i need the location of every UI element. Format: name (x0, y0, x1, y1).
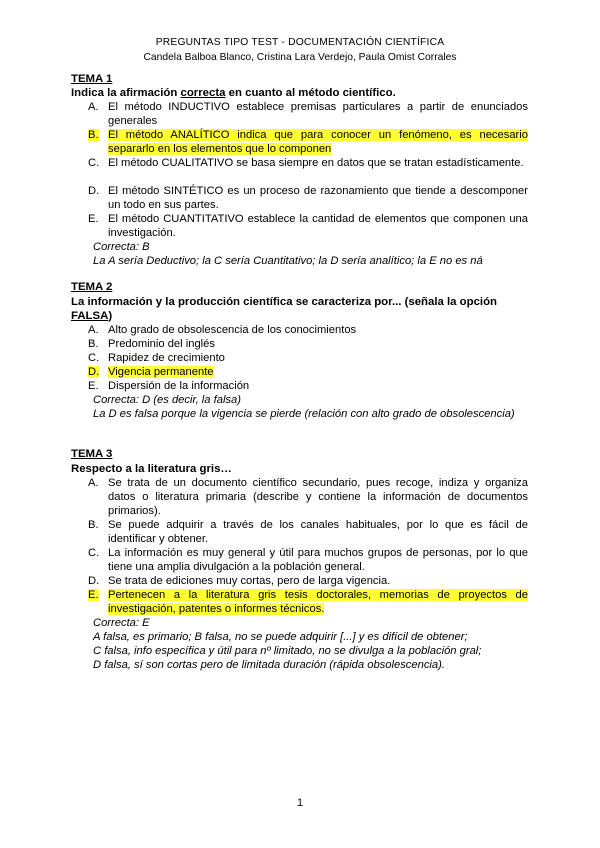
page-number: 1 (296, 797, 304, 809)
document-authors: Candela Balboa Blanco, Cristina Lara Verdejo, Paula Omist Corrales (143, 52, 457, 63)
tema3-explanation-line-2: C falsa, info específica y útil para nº limitado, no se divulga a la población gral; (93, 645, 482, 657)
tema3-option-b (88, 518, 528, 546)
tema1-option-d (88, 184, 528, 212)
tema2-heading: TEMA 2 (71, 281, 113, 293)
option-text: El método SINTÉTICO es un proceso de razonamiento que tiende a descomponer un todo en sus partes. (108, 185, 528, 211)
option-letter: C. (88, 547, 100, 559)
tema1-option-c (88, 156, 528, 170)
option-text (108, 128, 528, 156)
tema3-option-d (88, 574, 528, 588)
tema3-correct: Correcta: E (93, 617, 150, 629)
tema1-question-pre: Indica la afirmación (71, 87, 181, 99)
tema3-explanation-line-3: D falsa, sí son cortas pero de limitada duración (rápida obsolescencia). (93, 659, 445, 671)
tema2-correct: Correcta: D (es decir, la falsa) (93, 394, 241, 406)
tema2-option-c (88, 351, 528, 365)
tema1-heading: TEMA 1 (71, 73, 113, 85)
option-letter-highlight: B. (88, 129, 99, 141)
tema3-option-c (88, 546, 528, 574)
option-text-highlight: Vigencia permanente (108, 366, 214, 378)
option-text: El método CUANTITATIVO establece la cantidad de elementos que componen una investigación. (108, 213, 528, 239)
option-text: Predominio del inglés (108, 338, 215, 350)
tema1-option-e (88, 212, 528, 240)
option-letter: E. (88, 380, 99, 392)
option-letter (88, 588, 108, 616)
option-text: Dispersión de la información (108, 380, 250, 392)
tema3-option-e (88, 588, 528, 616)
option-letter: A. (88, 101, 99, 113)
option-letter (88, 128, 108, 156)
option-text: La información es muy general y útil para muchos grupos de personas, por lo que tiene una amplia divulgación a la población general. (108, 547, 528, 573)
option-text (108, 588, 528, 616)
option-letter: B. (88, 519, 99, 531)
option-text (108, 365, 528, 379)
tema2-option-e (88, 379, 528, 393)
option-letter: A. (88, 477, 99, 489)
tema3-question: Respecto a la literatura gris… (71, 463, 232, 475)
tema2-question-underlined: FALSA (71, 310, 109, 322)
option-text: Se trata de un documento científico secundario, pues recoge, indiza y organiza datos o literatura primaria (describe y contiene la información de documentos primarios). (108, 477, 528, 517)
tema2-question-pre: La información y la producción científica se caracteriza por... (señala la opción (71, 296, 498, 308)
option-letter: D. (88, 185, 100, 197)
option-letter: C. (88, 352, 100, 364)
option-text: Se trata de ediciones muy cortas, pero de larga vigencia. (108, 575, 391, 587)
option-text: Se puede adquirir a través de los canales habituales, por lo que es fácil de identificar y obtener. (108, 519, 528, 545)
option-text: Rapidez de crecimiento (108, 352, 225, 364)
option-text-highlight: Pertenecen a la literatura gris tesis doctorales, memorias de proyectos de investigación, patentes o informes técnicos. (108, 589, 528, 615)
tema2-question (71, 295, 526, 323)
tema2-option-d (88, 365, 528, 379)
tema3-heading: TEMA 3 (71, 448, 113, 460)
option-letter: C. (88, 157, 100, 169)
option-letter: E. (88, 213, 99, 225)
tema3-option-a (88, 476, 528, 518)
tema1-question-underlined: correcta (180, 87, 226, 99)
option-letter-highlight: D. (88, 366, 100, 378)
tema3-explanation-line-1: A falsa, es primario; B falsa, no se puede adquirir [...] y es difícil de obtener; (93, 631, 468, 643)
option-letter (88, 365, 108, 379)
option-letter: D. (88, 575, 100, 587)
option-letter: B. (88, 338, 99, 350)
tema1-correct: Correcta: B (93, 241, 150, 253)
tema2-explanation: La D es falsa porque la vigencia se pierde (relación con alto grado de obsolescencia) (93, 408, 515, 420)
tema1-option-b (88, 128, 528, 156)
tema1-option-a (88, 100, 528, 128)
option-letter-highlight: E. (88, 589, 99, 601)
tema2-option-a (88, 323, 528, 337)
option-text: El método INDUCTIVO establece premisas particulares a partir de enunciados generales (108, 101, 528, 127)
tema1-question-post: en cuanto al método científico. (225, 87, 396, 99)
option-letter: A. (88, 324, 99, 336)
tema1-question (71, 86, 526, 100)
tema1-explanation: La A sería Deductivo; la C sería Cuantitativo; la D sería analítico; la E no es ná (93, 255, 483, 267)
document-title: PREGUNTAS TIPO TEST - DOCUMENTACIÓN CIENTÍFICA (155, 37, 445, 48)
option-text-highlight: El método ANALÍTICO indica que para conocer un fenómeno, es necesario separarlo en los elementos que lo componen (108, 129, 528, 155)
tema2-question-post: ) (108, 310, 113, 322)
tema2-option-b (88, 337, 528, 351)
option-text: El método CUALITATIVO se basa siempre en datos que se tratan estadísticamente. (108, 157, 524, 169)
option-text: Alto grado de obsolescencia de los conocimientos (108, 324, 357, 336)
